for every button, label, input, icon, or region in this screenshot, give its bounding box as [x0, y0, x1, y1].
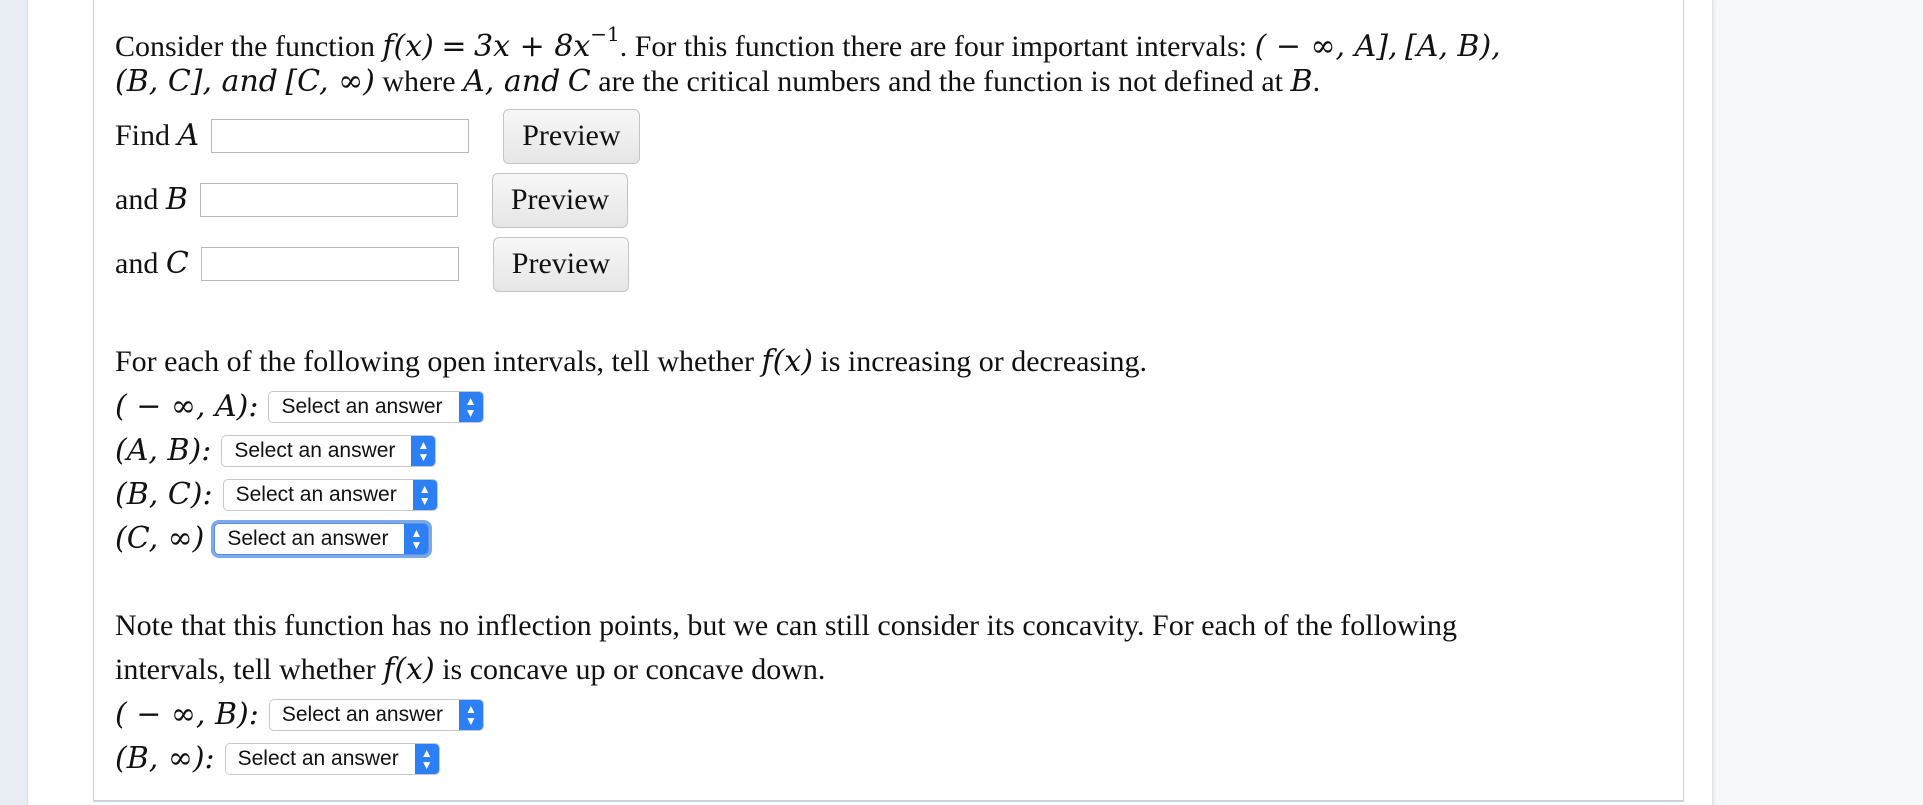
critical-a-text: A, and	[463, 64, 561, 99]
and-c-var: C	[165, 246, 189, 281]
problem-statement-line-2	[115, 60, 1320, 104]
and-b-label: and	[115, 183, 159, 216]
increasing-prompt-end: is increasing or decreasing.	[820, 345, 1147, 378]
preview-b-button[interactable]: Preview	[492, 173, 628, 228]
function-lhs: f(x)	[382, 29, 434, 64]
chevron-updown-icon: ▲ ▼	[411, 436, 435, 466]
function-exponent: −1	[590, 22, 620, 46]
find-c-row	[115, 236, 629, 292]
select-value: Select an answer	[237, 747, 399, 770]
concavity-row	[115, 738, 440, 780]
increasing-prompt	[115, 340, 1147, 384]
chevron-updown-icon: ▲ ▼	[413, 480, 437, 510]
concavity-select-1[interactable]	[269, 699, 484, 731]
increasing-select-2[interactable]	[221, 435, 436, 467]
answer-c-input[interactable]	[201, 247, 459, 281]
interval-label: (B, ∞):	[115, 741, 215, 776]
concavity-prompt-fx: f(x)	[383, 652, 435, 687]
preview-a-button[interactable]: Preview	[503, 109, 639, 164]
critical-c-text: C	[567, 64, 591, 99]
interval-2: [A, B),	[1404, 29, 1501, 64]
increasing-row	[115, 518, 429, 560]
right-rail	[1712, 0, 1923, 805]
increasing-select-1[interactable]	[268, 391, 483, 423]
increasing-prompt-text: For each of the following open intervals, tell whether	[115, 345, 754, 378]
interval-label: (C, ∞)	[115, 521, 205, 556]
select-value: Select an answer	[281, 395, 443, 418]
select-value: Select an answer	[281, 703, 443, 726]
period: .	[1312, 65, 1321, 98]
select-value: Select an answer	[227, 527, 389, 550]
increasing-select-4[interactable]	[214, 523, 429, 555]
chevron-updown-icon: ▲ ▼	[404, 524, 428, 554]
answer-a-input[interactable]	[211, 119, 469, 153]
and-c-label: and	[115, 247, 159, 280]
where-text: where	[382, 65, 456, 98]
increasing-select-3[interactable]	[223, 479, 438, 511]
interval-label: (B, C):	[115, 477, 213, 512]
concavity-prompt-line-2	[115, 648, 825, 692]
concavity-row	[115, 694, 484, 736]
undefined-b-var: B	[1290, 64, 1313, 99]
intro-text: Consider the function	[115, 30, 375, 63]
interval-1: ( − ∞, A],	[1254, 29, 1398, 64]
concavity-prompt-end: is concave up or concave down.	[442, 653, 826, 686]
interval-3: (B, C], and	[115, 64, 278, 99]
increasing-row	[115, 474, 438, 516]
interval-4: [C, ∞)	[285, 64, 375, 99]
increasing-row	[115, 386, 484, 428]
not-defined-text: are the critical numbers and the function is not defined at	[598, 65, 1284, 98]
interval-label: (A, B):	[115, 433, 212, 468]
equals-sign: =	[441, 29, 467, 64]
preview-c-button[interactable]: Preview	[493, 237, 629, 292]
and-b-var: B	[165, 182, 188, 217]
interval-label: ( − ∞, B):	[115, 697, 259, 732]
left-rail	[0, 0, 28, 805]
function-rhs: 3x + 8x	[474, 29, 591, 64]
chevron-updown-icon: ▲ ▼	[459, 700, 483, 730]
find-b-row	[115, 172, 628, 228]
concavity-prompt-text: Note that this function has no inflection points, but we can still consider its concavity. For each of the following	[115, 609, 1457, 642]
increasing-row	[115, 430, 436, 472]
find-a-row	[115, 108, 640, 164]
select-value: Select an answer	[234, 439, 396, 462]
intro-after-text: . For this function there are four important intervals:	[619, 30, 1248, 63]
concavity-prompt-line-1	[115, 604, 1457, 648]
concavity-prompt-start: intervals, tell whether	[115, 653, 376, 686]
select-value: Select an answer	[235, 483, 397, 506]
find-a-var: A	[177, 118, 200, 153]
concavity-select-2[interactable]	[225, 743, 440, 775]
find-a-label: Find	[115, 119, 171, 152]
answer-b-input[interactable]	[200, 183, 458, 217]
interval-label: ( − ∞, A):	[115, 389, 259, 424]
chevron-updown-icon: ▲ ▼	[459, 392, 483, 422]
increasing-prompt-fx: f(x)	[761, 344, 813, 379]
chevron-updown-icon: ▲ ▼	[415, 744, 439, 774]
